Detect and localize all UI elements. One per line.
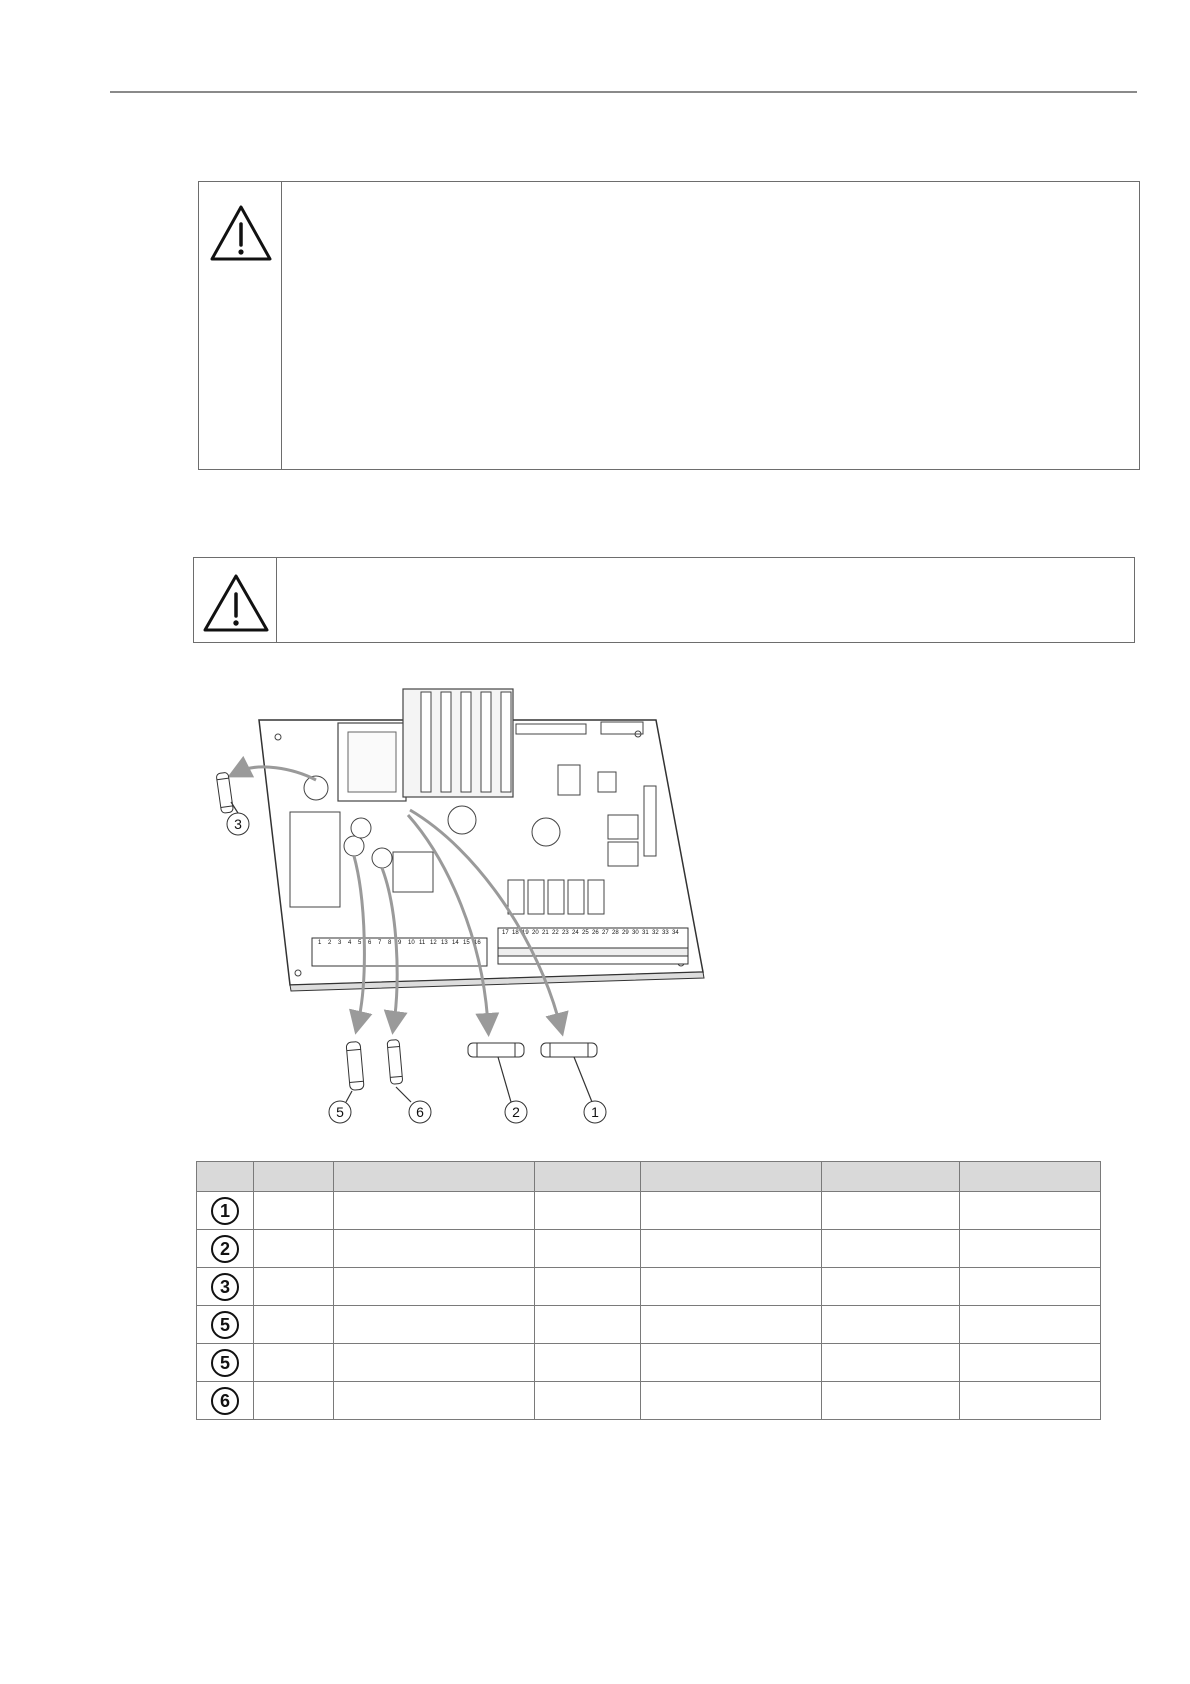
terminal-number-label: 33	[662, 930, 669, 936]
terminal-number-label: 12	[430, 940, 437, 946]
terminal-number-label: 18	[512, 930, 519, 936]
terminal-header-vertical	[644, 786, 656, 856]
table-row	[197, 1192, 1101, 1230]
fuse-2-loose	[468, 1043, 524, 1057]
table-row	[197, 1268, 1101, 1306]
connector-strip	[516, 724, 586, 734]
terminal-number-label: 17	[502, 930, 509, 936]
warning-text-cell	[281, 182, 1139, 469]
fuse-number-badge: 2	[211, 1235, 239, 1263]
caution-box	[193, 557, 1135, 643]
control-board-fuse-diagram	[198, 680, 718, 1132]
fuse-number-badge: 1	[211, 1197, 239, 1225]
terminal-number-label: 28	[612, 930, 619, 936]
warning-triangle-icon	[209, 204, 273, 262]
fuse-holder-5	[344, 836, 364, 856]
fuse-holder-6	[372, 848, 392, 868]
caution-icon-cell	[194, 558, 277, 642]
terminal-number-label: 31	[642, 930, 649, 936]
fuse-6-loose	[387, 1039, 403, 1084]
terminal-number-label: 20	[532, 930, 539, 936]
terminal-number-label: 1	[318, 940, 322, 946]
callout-5: 5	[336, 1104, 344, 1120]
terminal-number-label: 24	[572, 930, 579, 936]
terminal-number-label: 8	[388, 940, 392, 946]
terminal-number-label: 29	[622, 930, 629, 936]
fuse-table	[196, 1161, 1101, 1420]
terminal-number-label: 13	[441, 940, 448, 946]
terminal-number-label: 32	[652, 930, 659, 936]
terminal-number-label: 10	[408, 940, 415, 946]
terminal-number-label: 6	[368, 940, 372, 946]
warning-icon-cell	[199, 182, 282, 469]
header-rule	[110, 91, 1137, 93]
table-header-row	[197, 1162, 1101, 1192]
fuse-1-loose	[541, 1043, 597, 1057]
fuse-number-badge: 6	[211, 1387, 239, 1415]
table-header-cell	[254, 1162, 334, 1192]
fuse-3-loose	[216, 772, 233, 813]
fuse-number-badge: 5	[211, 1349, 239, 1377]
terminal-number-label: 11	[419, 940, 426, 946]
terminal-number-label: 23	[562, 930, 569, 936]
table-header-cell	[960, 1162, 1101, 1192]
table-header-cell	[641, 1162, 822, 1192]
terminal-number-label: 16	[474, 940, 481, 946]
fuse-number-badge: 3	[211, 1273, 239, 1301]
warning-triangle-icon	[202, 573, 270, 633]
caution-text-cell	[276, 558, 1134, 642]
terminal-number-label: 9	[398, 940, 402, 946]
callout-1: 1	[591, 1104, 599, 1120]
fuse-number-badge: 5	[211, 1311, 239, 1339]
terminal-number-label: 14	[452, 940, 459, 946]
terminal-number-label: 3	[338, 940, 342, 946]
callout-6: 6	[416, 1104, 424, 1120]
terminal-number-label: 21	[542, 930, 549, 936]
terminal-number-label: 25	[582, 930, 589, 936]
terminal-number-label: 34	[672, 930, 679, 936]
warning-box	[198, 181, 1140, 470]
terminal-number-label: 7	[378, 940, 382, 946]
terminal-number-label: 19	[522, 930, 529, 936]
terminal-number-label: 2	[328, 940, 332, 946]
table-header-cell	[334, 1162, 535, 1192]
terminal-number-label: 26	[592, 930, 599, 936]
table-header-cell	[197, 1162, 254, 1192]
table-header-cell	[535, 1162, 641, 1192]
fuse-5-loose	[346, 1041, 364, 1090]
terminal-number-label: 22	[552, 930, 559, 936]
terminal-number-label: 15	[463, 940, 470, 946]
table-header-cell	[822, 1162, 960, 1192]
table-row	[197, 1382, 1101, 1420]
heatsink	[403, 689, 513, 797]
terminal-number-label: 4	[348, 940, 352, 946]
table-row	[197, 1306, 1101, 1344]
terminal-number-label: 30	[632, 930, 639, 936]
callout-2: 2	[512, 1104, 520, 1120]
terminal-number-label: 5	[358, 940, 362, 946]
callout-3: 3	[234, 816, 242, 832]
table-row	[197, 1230, 1101, 1268]
terminal-number-label: 27	[602, 930, 609, 936]
table-row	[197, 1344, 1101, 1382]
